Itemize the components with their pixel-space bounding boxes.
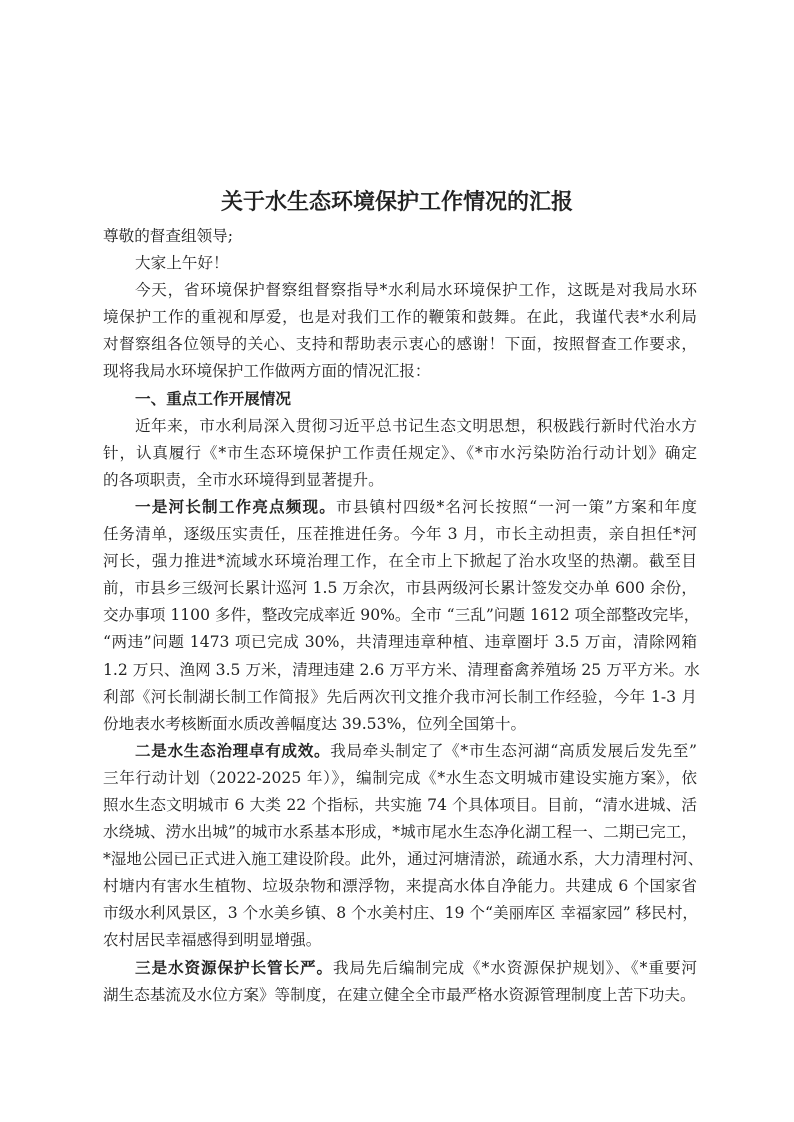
line-text: 大家上午好！ [135,254,229,273]
line-text: 一、重点工作开展情况 [135,389,291,408]
line-text: 1.2 万只、渔网 3.5 万米，清理违建 2.6 万平方米、清理畜禽养殖场 25 万平方米。水 [103,660,700,679]
line-text: 针，认真履行《*市生态环境保护工作责任规定》、《*市水污染防治行动计划》确定 [103,443,697,462]
line-text: 份地表水考核断面水质改善幅度达 39.53%，位列全国第十。 [103,714,527,733]
line-text: 的各项职责，全市水环境得到显著提升。 [103,470,384,489]
paragraph-line [103,900,697,927]
paragraph [103,494,700,738]
paragraph [103,955,697,1009]
paragraph [103,413,697,494]
paragraph-line [103,602,700,629]
paragraph-lead: 三是水资源保护长管长严。 [135,958,334,977]
paragraph-lead: 一是河长制工作亮点频现。 [135,497,336,516]
line-text: 对督察组各位领导的关心、支持和帮助表示衷心的感谢！下面，按照督查工作要求， [103,335,697,354]
paragraph-line [103,711,697,738]
line-text: 今天，省环境保护督察组督察指导*水利局水环境保护工作，这既是对我局水环 [135,281,697,300]
line-text: 河长，强力推进*流域水环境治理工作，在全市上下掀起了治水攻坚的热潮。截至目 [103,552,697,571]
line-text: 现将我局水环境保护工作做两方面的情况汇报： [103,362,431,381]
paragraph-line [103,684,697,711]
line-text: 水绕城、涝水出城”的城市水系基本形成，*城市尾水生态净化湖工程一、二期已完工， [103,823,697,842]
line-text: *湿地公园已正式进入施工建设阶段。此外，通过河塘清淤，疏通水系，大力清理村河、 [103,850,704,869]
paragraph [103,277,697,385]
paragraph-line [103,304,697,331]
paragraph-line [103,494,697,521]
paragraph-line [103,223,697,250]
document-body [103,223,704,1009]
document-title: 关于水生态环境保护工作情况的汇报 [220,189,573,215]
paragraph-line [103,277,697,304]
paragraph-line [103,792,697,819]
line-text: 利部《河长制湖长制工作简报》先后两次刊文推介我市河长制工作经验，今年 1-3 月 [103,687,697,706]
line-text: 交办事项 1100 多件，整改完成率近 90%。全市 “三乱”问题 1612 项全部整改完毕， [103,606,700,625]
paragraph-line [103,657,700,684]
paragraph-line [103,765,697,792]
paragraph-line [103,250,697,277]
paragraph-line [103,331,697,358]
paragraph-line [103,927,697,954]
paragraph-line [103,548,697,575]
paragraph-line [103,738,697,765]
salutation [103,223,697,250]
line-text: 前，市县乡三级河长累计巡河 1.5 万余次，市县两级河长累计签发交办单 600 余份， [103,579,697,598]
paragraph-line [103,386,697,413]
line-text: 我局牵头制定了《*市生态河湖“高质发展后发先至” [330,741,697,760]
line-text: 境保护工作的重视和厚爱，也是对我们工作的鞭策和鼓舞。在此，我谨代表*水利局 [103,308,697,327]
line-text: 近年来，市水利局深入贯彻习近平总书记生态文明思想，积极践行新时代治水方 [135,416,697,435]
line-text: 市县镇村四级*名河长按照“一河一策”方案和年度 [335,497,697,516]
paragraph-line [103,358,697,385]
paragraph-line [103,467,697,494]
line-text: 任务清单，逐级压实责任，压茬推进任务。今年 3 月，市长主动担责，亲自担任*河 [103,525,697,544]
line-text: 照水生态文明城市 6 大类 22 个指标，共实施 74 个具体项目。目前，“清水进城、活 [103,795,697,814]
paragraph-line [103,955,697,982]
line-text: 农村居民幸福感得到明显增强。 [103,931,322,950]
greeting [103,250,697,277]
paragraph-line [103,982,697,1009]
section-heading [103,386,697,413]
paragraph-line [103,629,697,656]
paragraph-line [103,846,704,873]
paragraph-line [103,575,697,602]
line-text: 市级水利风景区，3 个水美乡镇、8 个水美村庄、19 个“美丽库区 幸福家园” 移民村， [103,904,699,923]
line-text: 尊敬的督查组领导; [103,227,234,245]
line-text: 村塘内有害水生植物、垃圾杂物和漂浮物，来提高水体自净能力。共建成 6 个国家省 [103,877,697,896]
paragraph [103,738,704,955]
paragraph-line [103,440,697,467]
line-text: 我局先后编制完成《*水资源保护规划》、《*重要河 [333,958,697,977]
paragraph-line [103,819,697,846]
paragraph-line [103,521,697,548]
paragraph-line [103,873,697,900]
paragraph-line [103,413,697,440]
line-text: 三年行动计划（2022-2025 年）》，编制完成《*水生态文明城市建设实施方案》，依 [103,768,697,787]
line-text: 湖生态基流及水位方案》等制度，在建立健全全市最严格水资源管理制度上苦下功夫。 [103,985,696,1004]
paragraph-lead: 二是水生态治理卓有成效。 [135,741,331,760]
line-text: “两违”问题 1473 项已完成 30%，共清理违章种植、违章圈圩 3.5 万亩，清除网箱 [103,633,697,652]
